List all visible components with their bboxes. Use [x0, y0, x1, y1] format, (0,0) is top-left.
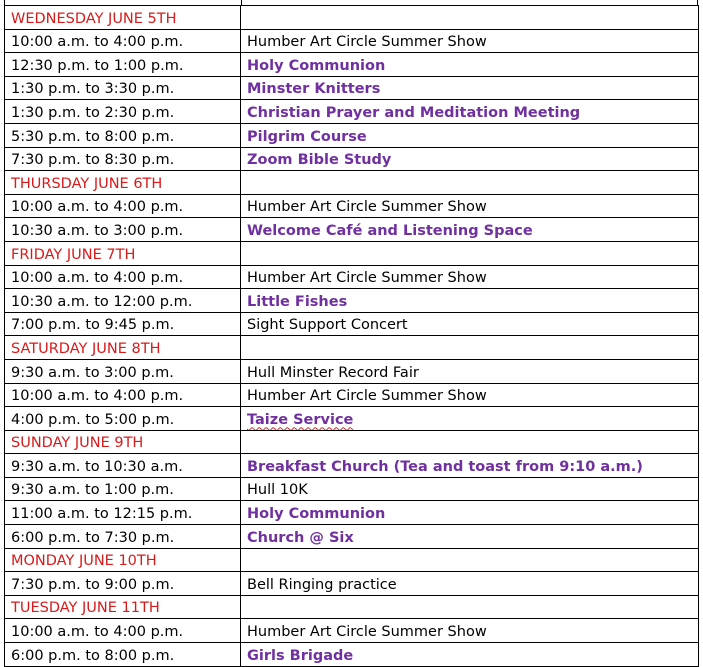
- event-time: 5:30 p.m. to 8:00 p.m.: [5, 123, 241, 147]
- event-title: Girls Brigade: [241, 643, 699, 667]
- event-time: 9:30 a.m. to 3:00 p.m.: [5, 359, 241, 383]
- event-time: 7:30 p.m. to 9:00 p.m.: [5, 572, 241, 596]
- event-time: 7:00 p.m. to 9:45 p.m.: [5, 312, 241, 336]
- event-time: 10:00 a.m. to 4:00 p.m.: [5, 383, 241, 407]
- event-row: [5, 218, 699, 242]
- event-row: [5, 501, 699, 525]
- event-row: [5, 76, 699, 100]
- event-title: Hull 10K: [241, 477, 699, 501]
- event-time: 10:00 a.m. to 4:00 p.m.: [5, 619, 241, 643]
- event-title: Zoom Bible Study: [241, 147, 699, 171]
- event-title: Minster Knitters: [241, 76, 699, 100]
- event-title: [241, 407, 699, 431]
- day-header-label: MONDAY JUNE 10TH: [5, 548, 241, 572]
- event-time: 10:00 a.m. to 4:00 p.m.: [5, 194, 241, 218]
- event-title: Little Fishes: [241, 289, 699, 313]
- event-title: Holy Communion: [241, 501, 699, 525]
- event-time: 12:30 p.m. to 1:00 p.m.: [5, 53, 241, 77]
- spellcheck-underlined-title: Taize Service: [247, 411, 354, 428]
- event-time: 1:30 p.m. to 2:30 p.m.: [5, 100, 241, 124]
- event-row: [5, 289, 699, 313]
- event-time: 10:00 a.m. to 4:00 p.m.: [5, 265, 241, 289]
- event-row: [5, 359, 699, 383]
- day-header-label: SATURDAY JUNE 8TH: [5, 336, 241, 360]
- day-header-label: WEDNESDAY JUNE 5TH: [5, 6, 241, 30]
- event-row: [5, 53, 699, 77]
- day-header-label: FRIDAY JUNE 7TH: [5, 241, 241, 265]
- schedule-body: [5, 6, 699, 667]
- event-time: 4:00 p.m. to 5:00 p.m.: [5, 407, 241, 431]
- event-time: 11:00 a.m. to 12:15 p.m.: [5, 501, 241, 525]
- event-title: Humber Art Circle Summer Show: [241, 383, 699, 407]
- event-row: [5, 147, 699, 171]
- event-title: Humber Art Circle Summer Show: [241, 194, 699, 218]
- day-header-label: TUESDAY JUNE 11TH: [5, 595, 241, 619]
- event-title: Church @ Six: [241, 525, 699, 549]
- event-title: Breakfast Church (Tea and toast from 9:10 a.m.): [241, 454, 699, 478]
- event-title: Christian Prayer and Meditation Meeting: [241, 100, 699, 124]
- event-title: Bell Ringing practice: [241, 572, 699, 596]
- day-header-blank: [241, 548, 699, 572]
- event-row: [5, 194, 699, 218]
- event-row: [5, 265, 699, 289]
- event-row: [5, 100, 699, 124]
- event-title: Humber Art Circle Summer Show: [241, 29, 699, 53]
- event-row: [5, 123, 699, 147]
- day-header-row: [5, 241, 699, 265]
- event-row: [5, 643, 699, 667]
- day-header-blank: [241, 595, 699, 619]
- event-title: Pilgrim Course: [241, 123, 699, 147]
- event-row: [5, 383, 699, 407]
- event-time: 1:30 p.m. to 3:30 p.m.: [5, 76, 241, 100]
- event-title: Hull Minster Record Fair: [241, 359, 699, 383]
- day-header-blank: [241, 6, 699, 30]
- event-title: Sight Support Concert: [241, 312, 699, 336]
- day-header-row: [5, 171, 699, 195]
- event-row: [5, 29, 699, 53]
- day-header-blank: [241, 171, 699, 195]
- day-header-blank: [241, 241, 699, 265]
- event-time: 7:30 p.m. to 8:30 p.m.: [5, 147, 241, 171]
- event-row: [5, 619, 699, 643]
- day-header-label: SUNDAY JUNE 9TH: [5, 430, 241, 454]
- event-title: Humber Art Circle Summer Show: [241, 265, 699, 289]
- event-time: 9:30 a.m. to 1:00 p.m.: [5, 477, 241, 501]
- event-row: [5, 407, 699, 431]
- event-time: 6:00 p.m. to 8:00 p.m.: [5, 643, 241, 667]
- event-row: [5, 525, 699, 549]
- event-title: Welcome Café and Listening Space: [241, 218, 699, 242]
- event-row: [5, 312, 699, 336]
- day-header-row: [5, 595, 699, 619]
- event-title: Humber Art Circle Summer Show: [241, 619, 699, 643]
- event-time: 10:30 a.m. to 12:00 p.m.: [5, 289, 241, 313]
- event-time: 6:00 p.m. to 7:30 p.m.: [5, 525, 241, 549]
- day-header-blank: [241, 430, 699, 454]
- event-row: [5, 454, 699, 478]
- day-header-row: [5, 430, 699, 454]
- day-header-label: THURSDAY JUNE 6TH: [5, 171, 241, 195]
- event-title: Holy Communion: [241, 53, 699, 77]
- event-row: [5, 572, 699, 596]
- day-header-row: [5, 336, 699, 360]
- day-header-row: [5, 548, 699, 572]
- event-row: [5, 477, 699, 501]
- day-header-blank: [241, 336, 699, 360]
- events-schedule-table: [4, 5, 699, 667]
- event-time: 9:30 a.m. to 10:30 a.m.: [5, 454, 241, 478]
- event-time: 10:30 a.m. to 3:00 p.m.: [5, 218, 241, 242]
- event-time: 10:00 a.m. to 4:00 p.m.: [5, 29, 241, 53]
- day-header-row: [5, 6, 699, 30]
